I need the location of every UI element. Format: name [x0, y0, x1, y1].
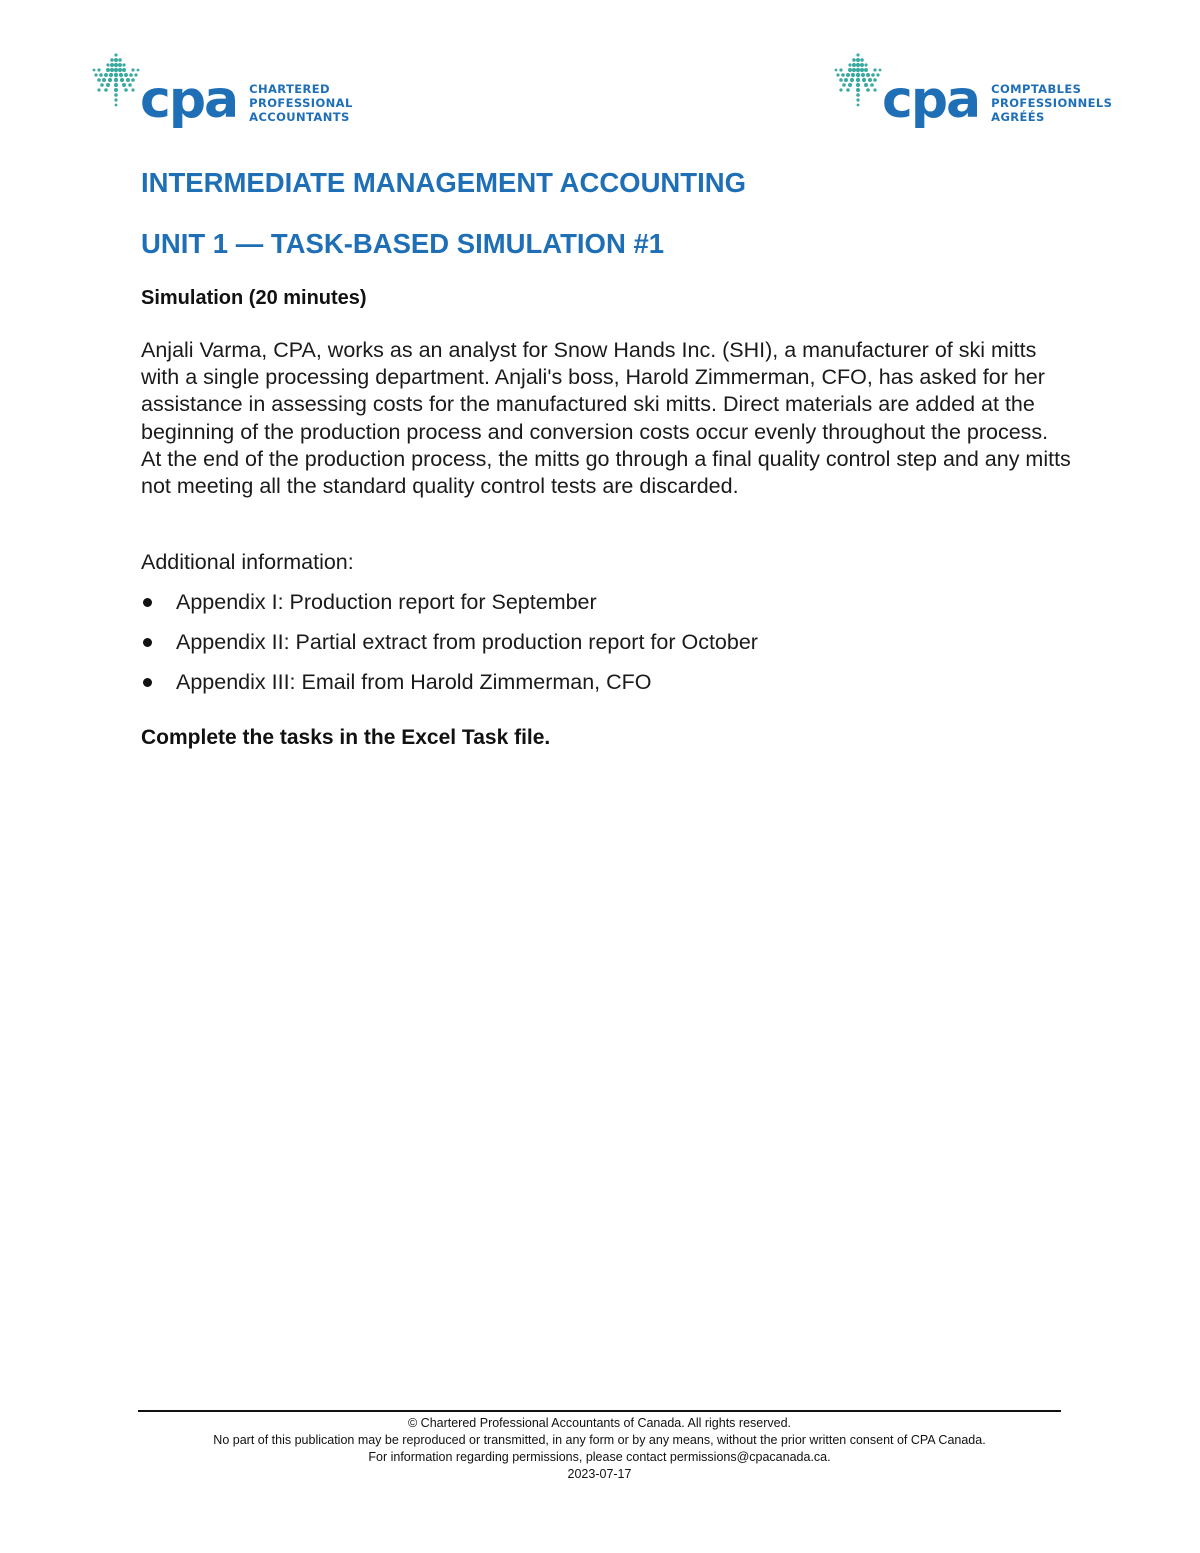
tagline-line: PROFESSIONNELS [991, 96, 1113, 110]
maple-leaf-dots-icon [832, 52, 884, 114]
cpa-logo-english [90, 52, 353, 136]
unit-title: UNIT 1 — TASK-BASED SIMULATION #1 [141, 228, 665, 259]
additional-info-label: Additional information: [141, 550, 354, 574]
bullet-icon [143, 678, 152, 687]
tagline-line: AGRÉÉS [991, 110, 1045, 124]
footer-date: 2023-07-17 [567, 1467, 632, 1481]
appendix-item-label: Appendix II: Partial extract from production report for October [176, 630, 758, 654]
appendix-item-label: Appendix I: Production report for September [176, 590, 597, 614]
course-title: INTERMEDIATE MANAGEMENT ACCOUNTING [141, 167, 746, 198]
tagline-line: CHARTERED [249, 82, 331, 96]
appendix-item-label: Appendix III: Email from Harold Zimmerman, CFO [176, 670, 652, 694]
footer-permissions-notice: For information regarding permissions, please contact permissions@cpacanada.ca. [368, 1450, 831, 1464]
tagline-line: COMPTABLES [991, 82, 1082, 96]
cpa-wordmark: cpa [140, 70, 238, 130]
simulation-title: Simulation (20 minutes) [141, 287, 367, 309]
maple-leaf-dots-icon [90, 52, 142, 114]
logo-tagline [991, 82, 1112, 124]
footer-copyright: © Chartered Professional Accountants of Canada. All rights reserved. [407, 1416, 792, 1430]
cpa-logo-french [832, 52, 1112, 136]
footer-divider [138, 1410, 1061, 1412]
bullet-icon [143, 638, 152, 647]
closing-instruction: Complete the tasks in the Excel Task file. [141, 726, 551, 749]
bullet-icon [143, 598, 152, 607]
tagline-line: PROFESSIONAL [249, 96, 353, 110]
intro-paragraph: Anjali Varma, CPA, works as an analyst for Snow Hands Inc. (SHI), a manufacturer of ski mitts with a single processing department. Anjali's boss, Harold Zimmerman, CFO, has asked for her assistance in assessing costs for the manufactured ski mitts. Direct materials are added at the beginning of the production process and conversion costs occur evenly throughout the process. At the end of the production process, the mitts go through a final quality control step and any mitts not meeting all the standard quality control tests are discarded. [141, 338, 1071, 499]
logo-tagline [249, 82, 353, 124]
cpa-wordmark: cpa [882, 70, 980, 130]
tagline-line: ACCOUNTANTS [249, 110, 350, 124]
footer [138, 1415, 1061, 1483]
footer-reproduction-notice: No part of this publication may be reproduced or transmitted, in any form or by any means, without the prior written consent of CPA Canada. [213, 1433, 986, 1447]
